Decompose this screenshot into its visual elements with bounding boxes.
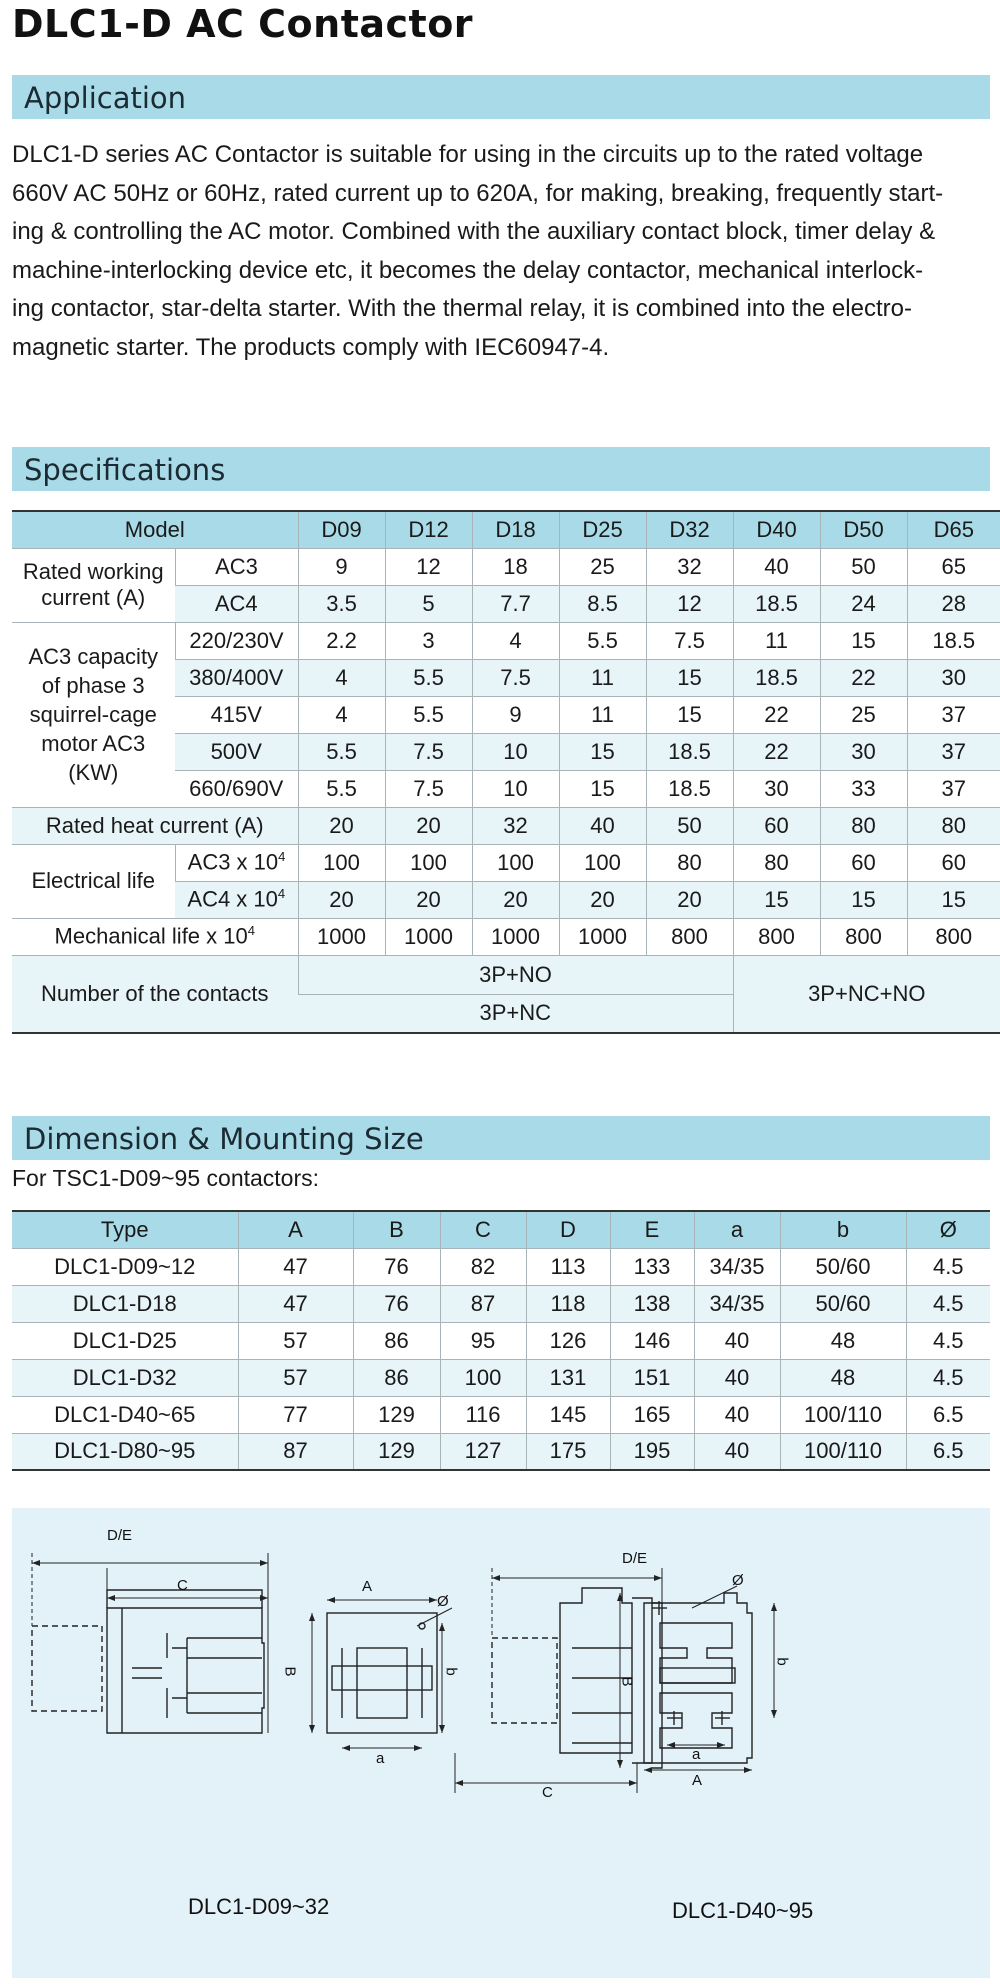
spec-value: 37 (907, 696, 1000, 733)
dimension-value: 86 (353, 1322, 440, 1359)
spec-value: 20 (298, 881, 385, 918)
spec-value: 80 (646, 844, 733, 881)
application-line: machine-interlocking device etc, it becomes the delay contactor, mechanical interlock- (12, 256, 924, 284)
left-front-view (309, 1597, 452, 1751)
dim-label-b-lower-right: b (773, 1657, 791, 1666)
spec-value: 7.5 (385, 733, 472, 770)
model-column-header: D09 (298, 511, 385, 548)
drawing-caption-left: DLC1-D09~32 (188, 1894, 330, 1919)
spec-row (12, 844, 1000, 881)
spec-value: 18.5 (733, 585, 820, 622)
spec-value: 8.5 (559, 585, 646, 622)
spec-value: 5 (385, 585, 472, 622)
spec-value: 100 (298, 844, 385, 881)
spec-value: 15 (733, 881, 820, 918)
dimension-row (12, 1248, 990, 1285)
model-column-header: D32 (646, 511, 733, 548)
spec-value: 18.5 (646, 770, 733, 807)
spec-value: 20 (472, 881, 559, 918)
model-column-header: D40 (733, 511, 820, 548)
spec-value: 15 (907, 881, 1000, 918)
dimension-table (12, 1210, 990, 1471)
capacity-label-line: of phase 3 (41, 673, 145, 698)
spec-value: 22 (733, 696, 820, 733)
spec-value: 18.5 (646, 733, 733, 770)
spec-value: 1000 (385, 918, 472, 955)
spec-value: 25 (559, 548, 646, 585)
spec-value: 40 (733, 548, 820, 585)
spec-value: 50 (820, 548, 907, 585)
spec-value: 15 (646, 659, 733, 696)
capacity-label (12, 622, 175, 807)
capacity-label-line: squirrel-cage (29, 702, 157, 727)
dimension-type: DLC1-D80~95 (12, 1433, 238, 1470)
dimension-header (12, 1116, 990, 1160)
spec-value: 100 (472, 844, 559, 881)
dimension-type: DLC1-D09~12 (12, 1248, 238, 1285)
spec-value: 10 (472, 770, 559, 807)
dimension-value: 116 (440, 1396, 526, 1433)
spec-category (175, 844, 298, 881)
spec-value: 80 (733, 844, 820, 881)
dimension-value: 40 (694, 1359, 780, 1396)
spec-value: 32 (472, 807, 559, 844)
spec-value: 11 (559, 659, 646, 696)
spec-row (12, 622, 1000, 659)
spec-value: 80 (820, 807, 907, 844)
spec-value: 80 (907, 807, 1000, 844)
dimension-row (12, 1285, 990, 1322)
dimension-row (12, 1433, 990, 1470)
spec-value: 30 (820, 733, 907, 770)
spec-category: 415V (175, 696, 298, 733)
dimension-column-header: a (694, 1211, 780, 1248)
mechanical-life-label (12, 918, 298, 955)
dimension-value: 47 (238, 1285, 353, 1322)
model-column-header: D12 (385, 511, 472, 548)
dimension-value: 4.5 (906, 1248, 990, 1285)
model-header: Model (12, 511, 298, 548)
spec-value: 800 (646, 918, 733, 955)
spec-value: 20 (385, 881, 472, 918)
dim-label-a-lower-right: a (692, 1746, 701, 1763)
model-column-header: D25 (559, 511, 646, 548)
spec-value: 15 (559, 770, 646, 807)
dimension-value: 195 (610, 1433, 694, 1470)
spec-value: 18.5 (907, 622, 1000, 659)
spec-value: 5.5 (298, 733, 385, 770)
spec-value: 7.7 (472, 585, 559, 622)
dim-label-c-right: C (542, 1784, 553, 1801)
dimension-column-header: Ø (906, 1211, 990, 1248)
dim-label-b: B (281, 1666, 299, 1677)
dim-label-a-right: A (692, 1772, 703, 1789)
spec-value: 4 (472, 622, 559, 659)
dimension-row (12, 1396, 990, 1433)
spec-category-exponent: 4 (278, 849, 286, 865)
dimension-column-header: b (780, 1211, 906, 1248)
spec-value: 20 (298, 807, 385, 844)
spec-value: 20 (646, 881, 733, 918)
spec-value: 24 (820, 585, 907, 622)
spec-category: 660/690V (175, 770, 298, 807)
spec-value: 7.5 (472, 659, 559, 696)
dimension-value: 86 (353, 1359, 440, 1396)
spec-value: 800 (820, 918, 907, 955)
dimension-value: 48 (780, 1322, 906, 1359)
dimension-value: 50/60 (780, 1285, 906, 1322)
mounting-drawing-svg (12, 1508, 990, 1978)
spec-value: 3.5 (298, 585, 385, 622)
spec-category: 380/400V (175, 659, 298, 696)
spec-value: 100 (385, 844, 472, 881)
dimension-type: DLC1-D40~65 (12, 1396, 238, 1433)
mechanical-life-label-text: Mechanical life x 10 (54, 923, 248, 949)
spec-value: 1000 (472, 918, 559, 955)
spec-category (175, 881, 298, 918)
dimension-column-header: D (526, 1211, 610, 1248)
dim-label-phi: Ø (437, 1593, 449, 1610)
left-side-view (32, 1553, 268, 1733)
spec-value: 18 (472, 548, 559, 585)
spec-value: 15 (559, 733, 646, 770)
spec-value: 30 (907, 659, 1000, 696)
spec-value: 4 (298, 696, 385, 733)
dimension-value: 76 (353, 1285, 440, 1322)
specifications-header (12, 447, 990, 491)
spec-value: 32 (646, 548, 733, 585)
spec-value: 37 (907, 733, 1000, 770)
spec-value: 800 (733, 918, 820, 955)
contacts-group2: 3P+NC+NO (733, 955, 1000, 1033)
spec-value: 2.2 (298, 622, 385, 659)
spec-value: 9 (472, 696, 559, 733)
capacity-label-line: (KW) (68, 760, 119, 785)
application-heading: Application (24, 81, 187, 115)
dimension-value: 87 (238, 1433, 353, 1470)
dimension-value: 100/110 (780, 1433, 906, 1470)
spec-value: 40 (559, 807, 646, 844)
spec-value: 15 (646, 696, 733, 733)
application-line: 660V AC 50Hz or 60Hz, rated current up to 620A, for making, breaking, frequently start- (12, 179, 944, 207)
spec-value: 11 (559, 696, 646, 733)
spec-value: 1000 (298, 918, 385, 955)
specifications-heading: Specifications (24, 453, 226, 487)
spec-value: 5.5 (385, 696, 472, 733)
spec-value: 5.5 (385, 659, 472, 696)
dimension-value: 87 (440, 1285, 526, 1322)
application-line: ing contactor, star-delta starter. With the thermal relay, it is combined into the electro- (12, 295, 912, 323)
right-front-view (644, 1586, 777, 1773)
dim-label-b-lower: b (442, 1667, 460, 1676)
spec-value: 7.5 (646, 622, 733, 659)
contacts-label: Number of the contacts (12, 955, 298, 1033)
dimension-value: 165 (610, 1396, 694, 1433)
application-line: ing & controlling the AC motor. Combined with the auxiliary contact block, timer delay & (12, 218, 936, 246)
spec-value: 60 (907, 844, 1000, 881)
dimension-value: 57 (238, 1322, 353, 1359)
dimension-intro: For TSC1-D09~95 contactors: (12, 1165, 320, 1191)
spec-value: 3 (385, 622, 472, 659)
dimension-value: 113 (526, 1248, 610, 1285)
dimension-type: DLC1-D25 (12, 1322, 238, 1359)
rated-current-label-line: Rated working (22, 559, 164, 584)
spec-value: 28 (907, 585, 1000, 622)
dimension-value: 47 (238, 1248, 353, 1285)
dimension-value: 126 (526, 1322, 610, 1359)
dimension-column-header: Type (12, 1211, 238, 1248)
dimension-column-header: C (440, 1211, 526, 1248)
capacity-label-line: motor AC3 (41, 731, 146, 756)
dim-label-de-right: D/E (622, 1550, 648, 1567)
dimension-value: 127 (440, 1433, 526, 1470)
dimension-value: 82 (440, 1248, 526, 1285)
spec-value: 9 (298, 548, 385, 585)
dimension-value: 40 (694, 1322, 780, 1359)
spec-value: 11 (733, 622, 820, 659)
model-column-header: D18 (472, 511, 559, 548)
spec-category: AC4 (175, 585, 298, 622)
spec-value: 12 (385, 548, 472, 585)
spec-value: 1000 (559, 918, 646, 955)
dimension-value: 95 (440, 1322, 526, 1359)
dimension-value: 40 (694, 1396, 780, 1433)
spec-category: 500V (175, 733, 298, 770)
dimension-row (12, 1322, 990, 1359)
spec-category-text: AC4 x 10 (187, 886, 278, 912)
spec-value: 7.5 (385, 770, 472, 807)
application-header (12, 75, 990, 119)
mounting-drawings (12, 1508, 990, 1978)
spec-row (12, 918, 1000, 955)
dimension-value: 151 (610, 1359, 694, 1396)
dim-label-de: D/E (107, 1527, 133, 1544)
application-line: magnetic starter. The products comply with IEC60947-4. (12, 333, 610, 361)
dimension-value: 100 (440, 1359, 526, 1396)
dimension-value: 4.5 (906, 1359, 990, 1396)
dimension-value: 77 (238, 1396, 353, 1433)
drawing-caption-right: DLC1-D40~95 (672, 1898, 814, 1923)
spec-value: 37 (907, 770, 1000, 807)
dimension-value: 6.5 (906, 1433, 990, 1470)
dimension-value: 145 (526, 1396, 610, 1433)
dimension-type: DLC1-D32 (12, 1359, 238, 1396)
dimension-value: 131 (526, 1359, 610, 1396)
rated-current-label (12, 548, 175, 622)
spec-category-text: AC3 x 10 (187, 849, 279, 875)
electrical-life-label: Electrical life (12, 844, 175, 918)
dimension-value: 76 (353, 1248, 440, 1285)
spec-value: 22 (733, 733, 820, 770)
spec-value: 15 (820, 881, 907, 918)
page-title: DLC1-D AC Contactor (12, 2, 474, 46)
spec-value: 20 (559, 881, 646, 918)
spec-value: 30 (733, 770, 820, 807)
spec-row (12, 807, 1000, 844)
spec-value: 12 (646, 585, 733, 622)
dimension-value: 138 (610, 1285, 694, 1322)
dimension-value: 34/35 (694, 1285, 780, 1322)
capacity-label-line: AC3 capacity (28, 644, 159, 669)
spec-value: 10 (472, 733, 559, 770)
spec-value: 5.5 (559, 622, 646, 659)
contacts-group1-top: 3P+NO (298, 955, 733, 994)
dimension-value: 129 (353, 1396, 440, 1433)
contacts-row (12, 955, 1000, 994)
spec-value: 22 (820, 659, 907, 696)
dimension-value: 4.5 (906, 1322, 990, 1359)
dimension-value: 146 (610, 1322, 694, 1359)
specifications-table (12, 510, 1000, 1034)
contacts-group1-bottom: 3P+NC (298, 994, 733, 1033)
dimension-column-header: A (238, 1211, 353, 1248)
spec-category: 220/230V (175, 622, 298, 659)
model-column-header: D65 (907, 511, 1000, 548)
spec-value: 18.5 (733, 659, 820, 696)
spec-value: 20 (385, 807, 472, 844)
dimension-value: 34/35 (694, 1248, 780, 1285)
spec-value: 800 (907, 918, 1000, 955)
spec-value: 100 (559, 844, 646, 881)
dimension-value: 50/60 (780, 1248, 906, 1285)
dimension-heading: Dimension & Mounting Size (24, 1122, 424, 1156)
model-column-header: D50 (820, 511, 907, 548)
spec-value: 15 (820, 622, 907, 659)
dimension-column-header: B (353, 1211, 440, 1248)
application-text (12, 136, 992, 368)
spec-value: 60 (733, 807, 820, 844)
spec-value: 25 (820, 696, 907, 733)
dimension-value: 4.5 (906, 1285, 990, 1322)
dimension-value: 57 (238, 1359, 353, 1396)
application-line: DLC1-D series AC Contactor is suitable for using in the circuits up to the rated voltage (12, 141, 924, 168)
spec-category: AC3 (175, 548, 298, 585)
dimension-column-header: E (610, 1211, 694, 1248)
spec-value: 65 (907, 548, 1000, 585)
dimension-value: 118 (526, 1285, 610, 1322)
spec-value: 50 (646, 807, 733, 844)
dimension-value: 175 (526, 1433, 610, 1470)
dim-label-c: C (177, 1577, 188, 1594)
spec-value: 60 (820, 844, 907, 881)
dimension-value: 100/110 (780, 1396, 906, 1433)
spec-value: 5.5 (298, 770, 385, 807)
dim-label-a: A (362, 1578, 373, 1595)
dim-label-a-lower: a (376, 1750, 385, 1767)
dimension-value: 133 (610, 1248, 694, 1285)
dim-label-b-right: B (618, 1676, 636, 1687)
dimension-value: 48 (780, 1359, 906, 1396)
heat-current-label: Rated heat current (A) (12, 807, 298, 844)
dim-label-phi-right: Ø (732, 1572, 744, 1589)
dimension-value: 129 (353, 1433, 440, 1470)
mechanical-life-label-exponent: 4 (247, 923, 255, 939)
dimension-type: DLC1-D18 (12, 1285, 238, 1322)
spec-value: 33 (820, 770, 907, 807)
spec-value: 4 (298, 659, 385, 696)
dimension-value: 40 (694, 1433, 780, 1470)
spec-row (12, 548, 1000, 585)
dimension-value: 6.5 (906, 1396, 990, 1433)
rated-current-label-line: current (A) (41, 585, 146, 610)
spec-category-exponent: 4 (277, 886, 286, 902)
dimension-row (12, 1359, 990, 1396)
